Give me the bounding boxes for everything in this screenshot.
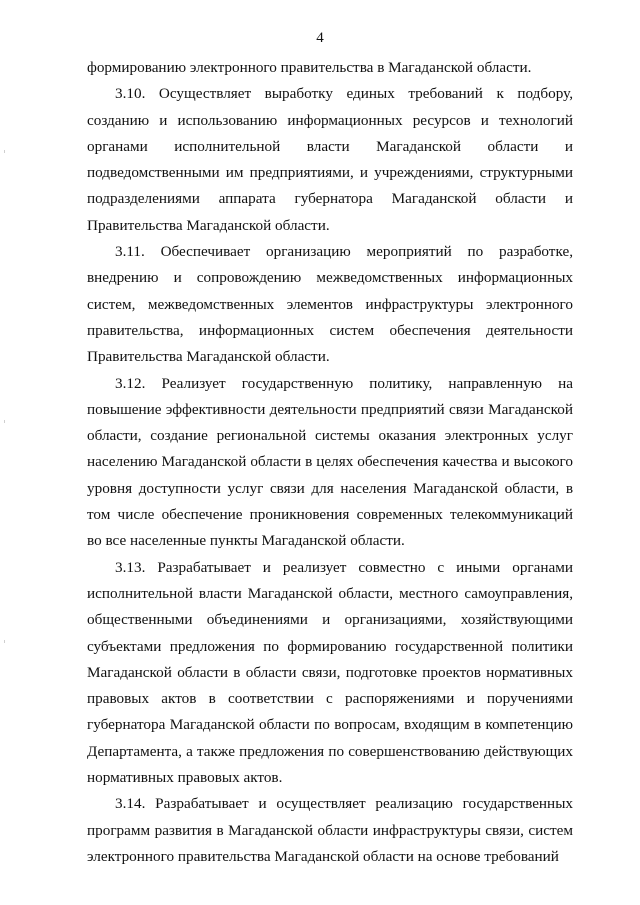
paragraph-3-12: 3.12. Реализует государственную политику, направленную на повышение эффективности деятельности предприятий связи Магаданской области, создание региональной системы оказания электронных услуг населению Магаданской области в целях обеспечения качества и высокого уровня доступности услуг связи для населения Магаданской области, в том числе обеспечение проникновения современных телекоммуникаций во все населенные пункты Магаданской области. xyxy=(87,374,573,550)
page-number: 4 xyxy=(316,30,324,46)
scan-artifact xyxy=(4,640,5,643)
paragraph-3-11: 3.11. Обеспечивает организацию мероприятий по разработке, внедрению и сопровождению межведомственных информационных систем, межведомственных элементов инфраструктуры электронного правительства, информационных систем обеспечения деятельности Правительства Магаданской области. xyxy=(87,243,573,366)
paragraph-3-10: 3.10. Осуществляет выработку единых требований к подбору, созданию и использованию информационных ресурсов и технологий органами исполнительной власти Магаданской области и подведомственными им предприятиями, и учреждениями, структурными подразделениями аппарата губернатора Магаданской области и Правительства Магаданской области. xyxy=(87,85,573,234)
paragraph-continuation: формированию электронного правительства в Магаданской области. xyxy=(87,59,532,76)
scan-artifact xyxy=(4,420,5,423)
paragraph-3-13: 3.13. Разрабатывает и реализует совместно с иными органами исполнительной власти Магаданской области, местного самоуправления, общественными объединениями и организациями, хозяйствующими субъектами предложения по формированию государственной политики Магаданской области в области связи, подготовке проектов нормативных правовых актов в соответствии с распоряжениями и поручениями губернатора Магаданской области по вопросам, входящим в компетенцию Департамента, а также предложения по совершенствованию действующих нормативных правовых актов. xyxy=(87,558,573,787)
paragraph-3-14: 3.14. Разрабатывает и осуществляет реализацию государственных программ развития в Магаданской области инфраструктуры связи, систем электронного правительства Магаданской области на основе требований xyxy=(87,795,573,865)
document-body xyxy=(87,55,573,870)
scan-artifact xyxy=(4,150,5,153)
